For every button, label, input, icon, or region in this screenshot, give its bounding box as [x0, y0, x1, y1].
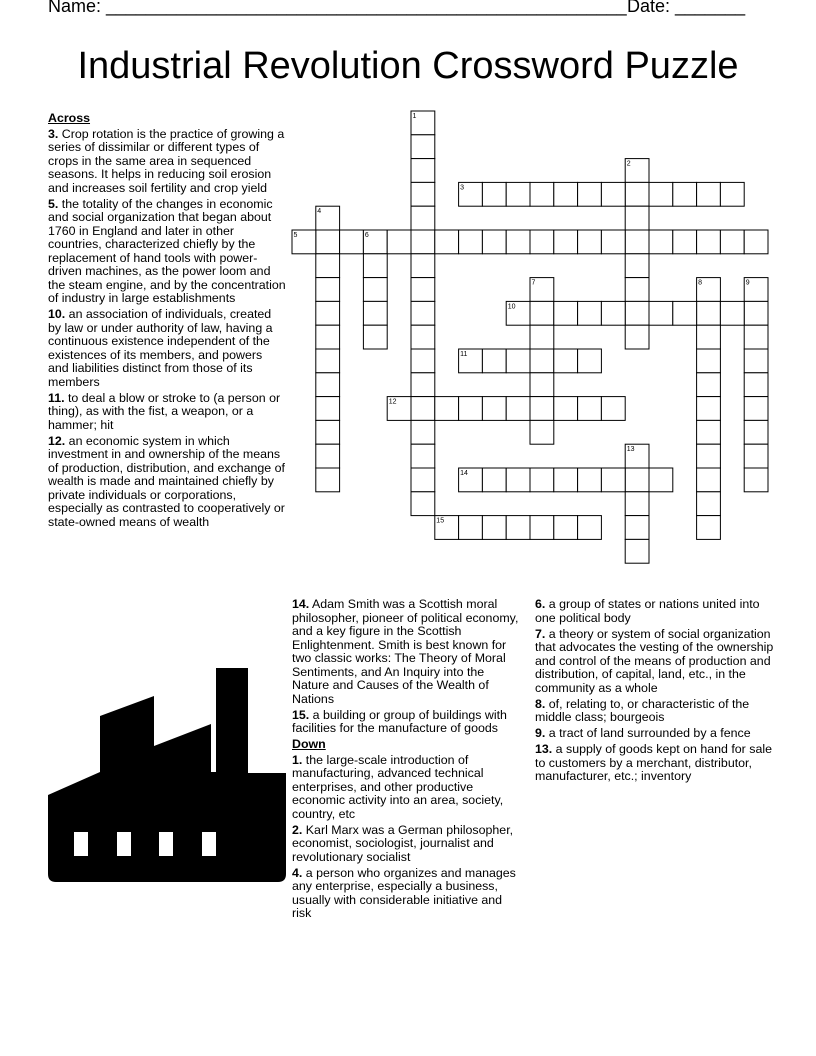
grid-clue-number: 10: [507, 303, 516, 311]
grid-cell[interactable]: [601, 468, 625, 492]
grid-cell[interactable]: [459, 516, 483, 540]
grid-clue-number: 8: [698, 279, 703, 287]
grid-cell[interactable]: [435, 397, 459, 421]
grid-cell[interactable]: [578, 301, 602, 325]
grid-cell[interactable]: [697, 373, 721, 397]
grid-cell[interactable]: [578, 182, 602, 206]
grid-cell[interactable]: [459, 349, 483, 373]
grid-cell[interactable]: [649, 301, 673, 325]
clue-number: 2.: [292, 822, 303, 837]
grid-cell[interactable]: [625, 301, 649, 325]
grid-cell[interactable]: [625, 230, 649, 254]
grid-cell[interactable]: [530, 278, 554, 302]
clue-text: a theory or system of social organization that advocates the vesting of the ownership and control of the means of production and distribution, of capital, land, etc., in the community as a whole: [535, 626, 774, 695]
clue-number: 8.: [535, 696, 546, 711]
grid-cell[interactable]: [411, 206, 435, 230]
clue-number: 13.: [535, 742, 553, 756]
grid-cell[interactable]: [530, 397, 554, 421]
grid-cell[interactable]: [697, 420, 721, 444]
page-title: Industrial Revolution Crossword Puzzle: [77, 45, 739, 87]
grid-cell[interactable]: [720, 182, 744, 206]
grid-cell[interactable]: [316, 206, 340, 230]
grid-cell[interactable]: [506, 349, 530, 373]
grid-cell[interactable]: [744, 420, 768, 444]
grid-cell[interactable]: [720, 230, 744, 254]
date-field-label[interactable]: Date: _______: [627, 0, 746, 16]
down-clue-13: [535, 743, 775, 784]
grid-cell[interactable]: [697, 468, 721, 492]
grid-cell[interactable]: [744, 349, 768, 373]
across-clue-11: [48, 392, 286, 433]
grid-cell[interactable]: [554, 349, 578, 373]
grid-cell[interactable]: [411, 278, 435, 302]
clue-number: 5.: [48, 196, 59, 211]
grid-cell[interactable]: [697, 182, 721, 206]
grid-cell[interactable]: [316, 349, 340, 373]
grid-clue-number: 1: [412, 113, 417, 120]
clue-number: 4.: [292, 865, 303, 880]
across-heading: Across: [48, 111, 91, 125]
down-clue-8: [535, 698, 775, 725]
grid-cell[interactable]: [411, 230, 435, 254]
grid-cell[interactable]: [720, 301, 744, 325]
grid-cell[interactable]: [411, 301, 435, 325]
grid-cell[interactable]: [625, 159, 649, 183]
clue-text: to deal a blow or stroke to (a person or thing), as with the fist, a weapon, or a hammer; hit: [48, 390, 281, 432]
grid-cell[interactable]: [316, 325, 340, 349]
grid-cell[interactable]: [482, 230, 506, 254]
clue-text: a building or group of buildings with facilities for the manufacture of goods: [292, 707, 507, 735]
down-clue-9: [535, 727, 775, 741]
grid-cell[interactable]: [625, 206, 649, 230]
grid-cell[interactable]: [482, 182, 506, 206]
grid-cell[interactable]: [601, 397, 625, 421]
grid-clue-number: 11: [460, 351, 468, 358]
clue-number: 1.: [292, 752, 303, 767]
grid-clue-number: 15: [436, 517, 445, 525]
grid-cell[interactable]: [625, 325, 649, 349]
grid-clue-number: 14: [460, 470, 468, 477]
grid-cell[interactable]: [625, 254, 649, 278]
grid-cell[interactable]: [482, 516, 506, 540]
grid-cell[interactable]: [578, 516, 602, 540]
grid-cell[interactable]: [530, 301, 554, 325]
clues-column-middle: [292, 598, 524, 923]
grid-cell[interactable]: [697, 301, 721, 325]
clue-number: 7.: [535, 626, 546, 641]
grid-cell[interactable]: [649, 230, 673, 254]
grid-cell[interactable]: [554, 397, 578, 421]
grid-cell[interactable]: [625, 516, 649, 540]
across-clue-3: [48, 128, 286, 196]
grid-cell[interactable]: [316, 373, 340, 397]
clue-text: the totality of the changes in economic and social organization that began about 1760 in England and later in other countries, characterized chiefly by the replacement of hand tools with power-driven machines, as the power loom and the steam engine, and by the concentration of industry in large establishments: [48, 196, 286, 305]
grid-cell[interactable]: [673, 301, 697, 325]
grid-cell[interactable]: [506, 182, 530, 206]
grid-cell[interactable]: [673, 230, 697, 254]
clue-number: 6.: [535, 597, 546, 611]
grid-cell[interactable]: [411, 373, 435, 397]
grid-cell[interactable]: [506, 397, 530, 421]
grid-cell[interactable]: [578, 468, 602, 492]
grid-clue-number: 6: [364, 232, 369, 239]
grid-cell[interactable]: [530, 373, 554, 397]
grid-clue-number: 13: [626, 446, 635, 454]
clue-number: 15.: [292, 707, 310, 722]
grid-cell[interactable]: [578, 349, 602, 373]
grid-cell[interactable]: [673, 182, 697, 206]
grid-cell[interactable]: [554, 301, 578, 325]
grid-cell[interactable]: [601, 230, 625, 254]
grid-cell[interactable]: [625, 539, 649, 563]
grid-cell[interactable]: [316, 444, 340, 468]
grid-cell[interactable]: [411, 492, 435, 516]
grid-cell[interactable]: [316, 254, 340, 278]
grid-cell[interactable]: [411, 397, 435, 421]
down-clue-1: [292, 754, 524, 822]
down-clue-6: [535, 598, 775, 625]
grid-cell[interactable]: [530, 420, 554, 444]
across-clue-12: [48, 435, 286, 530]
grid-clue-number: 7: [531, 279, 536, 287]
grid-cell[interactable]: [363, 230, 387, 254]
grid-cell[interactable]: [625, 444, 649, 468]
grid-cell[interactable]: [744, 325, 768, 349]
grid-cell[interactable]: [697, 492, 721, 516]
header: [48, 0, 768, 18]
grid-cell[interactable]: [554, 516, 578, 540]
clue-text: an association of individuals, created by law or under authority of law, having a continuous existence independent of the existences of its members, and powers and liabilities distinct from those of its members: [48, 307, 273, 389]
grid-cell[interactable]: [625, 182, 649, 206]
grid-cell[interactable]: [435, 516, 459, 540]
grid-cell[interactable]: [411, 325, 435, 349]
grid-cell[interactable]: [459, 468, 483, 492]
grid-cell[interactable]: [387, 230, 411, 254]
clue-text: a person who organizes and manages any enterprise, especially a business, usually with considerable initiative and risk: [292, 865, 516, 920]
grid-cell[interactable]: [363, 278, 387, 302]
grid-cell[interactable]: [744, 301, 768, 325]
grid-cell[interactable]: [744, 397, 768, 421]
grid-cell[interactable]: [530, 230, 554, 254]
grid-cell[interactable]: [482, 468, 506, 492]
clue-text: a tract of land surrounded by a fence: [545, 726, 751, 740]
grid-cell[interactable]: [554, 230, 578, 254]
grid-cell[interactable]: [554, 182, 578, 206]
clue-text: Crop rotation is the practice of growing a series of dissimilar or different types of crops in the same area in sequenced seasons. It helps in reducing soil erosion and increases soil fertility and crop yield: [48, 126, 285, 195]
factory-icon: [48, 668, 286, 882]
grid-cell[interactable]: [697, 397, 721, 421]
grid-cell[interactable]: [530, 325, 554, 349]
grid-cell[interactable]: [292, 230, 316, 254]
grid-cell[interactable]: [744, 468, 768, 492]
clue-text: an economic system in which investment in and ownership of the means of production, distribution, and exchange of wealth is made and maintained chiefly by private individuals or corporations, especially as contrasted to cooperatively or state-owned means of wealth: [48, 433, 285, 529]
down-clue-7: [535, 628, 775, 696]
grid-cell[interactable]: [578, 397, 602, 421]
grid-clue-number: 3: [460, 184, 465, 192]
grid-cell[interactable]: [506, 301, 530, 325]
across-clue-14: [292, 598, 524, 706]
clue-text: of, relating to, or characteristic of the middle class; bourgeois: [535, 696, 750, 724]
grid-cell[interactable]: [625, 278, 649, 302]
grid-cell[interactable]: [625, 492, 649, 516]
clue-number: 11.: [48, 390, 65, 405]
grid-clue-number: 4: [317, 208, 322, 216]
grid-cell[interactable]: [649, 182, 673, 206]
grid-cell[interactable]: [459, 230, 483, 254]
grid-cell[interactable]: [459, 397, 483, 421]
grid-cell[interactable]: [601, 182, 625, 206]
grid-cell[interactable]: [697, 516, 721, 540]
grid-cell[interactable]: [697, 349, 721, 373]
grid-cell[interactable]: [411, 349, 435, 373]
grid-cell[interactable]: [506, 516, 530, 540]
clue-number: 14.: [292, 597, 310, 611]
clue-number: 12.: [48, 433, 66, 448]
grid-cell[interactable]: [744, 444, 768, 468]
grid-cell[interactable]: [697, 230, 721, 254]
grid-cell[interactable]: [482, 397, 506, 421]
grid-cell[interactable]: [530, 182, 554, 206]
across-clue-10: [48, 308, 286, 389]
down-clue-2: [292, 824, 524, 865]
grid-clue-number: 9: [745, 279, 750, 287]
grid-cell[interactable]: [316, 301, 340, 325]
grid-cell[interactable]: [697, 325, 721, 349]
grid-cell[interactable]: [625, 468, 649, 492]
down-heading: Down: [292, 737, 326, 751]
grid-cell[interactable]: [435, 230, 459, 254]
clue-text: a group of states or nations united into one political body: [535, 597, 760, 625]
grid-cell[interactable]: [649, 468, 673, 492]
clue-text: a supply of goods kept on hand for sale to customers by a merchant, distributor, manufacturer, etc.; inventory: [535, 742, 772, 783]
grid-cell[interactable]: [530, 349, 554, 373]
grid-cell[interactable]: [316, 278, 340, 302]
clue-text: Karl Marx was a German philosopher, economist, sociologist, journalist and revolutionary socialist: [292, 822, 514, 864]
clue-text: Adam Smith was a Scottish moral philosopher, pioneer of political economy, and a key figure in the Scottish Enlightenment. Smith is best known for two classic works: The Theory of Moral Sentiments, and An Inquiry into the Nature and Causes of the Wealth of Nations: [292, 597, 519, 706]
grid-cell[interactable]: [363, 325, 387, 349]
grid-cell[interactable]: [363, 254, 387, 278]
grid-cell[interactable]: [363, 301, 387, 325]
across-clue-5: [48, 198, 286, 306]
name-field-label[interactable]: Name: ____________________________________________________: [48, 0, 627, 16]
grid-cell[interactable]: [411, 468, 435, 492]
grid-cell[interactable]: [744, 230, 768, 254]
grid-cell[interactable]: [411, 254, 435, 278]
clue-number: 10.: [48, 307, 66, 321]
grid-cell[interactable]: [506, 230, 530, 254]
grid-clue-number: 5: [293, 232, 298, 239]
grid-cell[interactable]: [744, 278, 768, 302]
across-clues-column: [48, 112, 286, 532]
grid-cell[interactable]: [459, 182, 483, 206]
grid-clue-number: 2: [626, 160, 631, 168]
grid-cell[interactable]: [411, 111, 435, 135]
grid-cell[interactable]: [530, 468, 554, 492]
grid-cell[interactable]: [316, 468, 340, 492]
clues-column-right: [535, 598, 775, 786]
grid-cell[interactable]: [340, 230, 364, 254]
grid-cell[interactable]: [411, 444, 435, 468]
grid-cell[interactable]: [554, 468, 578, 492]
clue-number: 9.: [535, 726, 546, 740]
grid-cell[interactable]: [697, 278, 721, 302]
grid-cell[interactable]: [316, 397, 340, 421]
grid-cell[interactable]: [411, 159, 435, 183]
grid-cell[interactable]: [697, 444, 721, 468]
down-clue-4: [292, 867, 524, 921]
grid-cell[interactable]: [578, 230, 602, 254]
grid-cell[interactable]: [411, 182, 435, 206]
grid-cell[interactable]: [744, 373, 768, 397]
clue-number: 3.: [48, 126, 59, 141]
grid-cell[interactable]: [387, 397, 411, 421]
grid-cell[interactable]: [506, 468, 530, 492]
grid-cell[interactable]: [601, 301, 625, 325]
grid-cell[interactable]: [411, 420, 435, 444]
grid-clue-number: 12: [388, 398, 397, 406]
clue-text: the large-scale introduction of manufacturing, advanced technical enterprises, and other productive economic activity into an area, society, country, etc: [292, 752, 504, 821]
grid-cell[interactable]: [411, 135, 435, 159]
grid-cell[interactable]: [482, 349, 506, 373]
grid-cell[interactable]: [530, 516, 554, 540]
across-clue-15: [292, 709, 524, 736]
grid-cell[interactable]: [316, 420, 340, 444]
grid-cell[interactable]: [316, 230, 340, 254]
